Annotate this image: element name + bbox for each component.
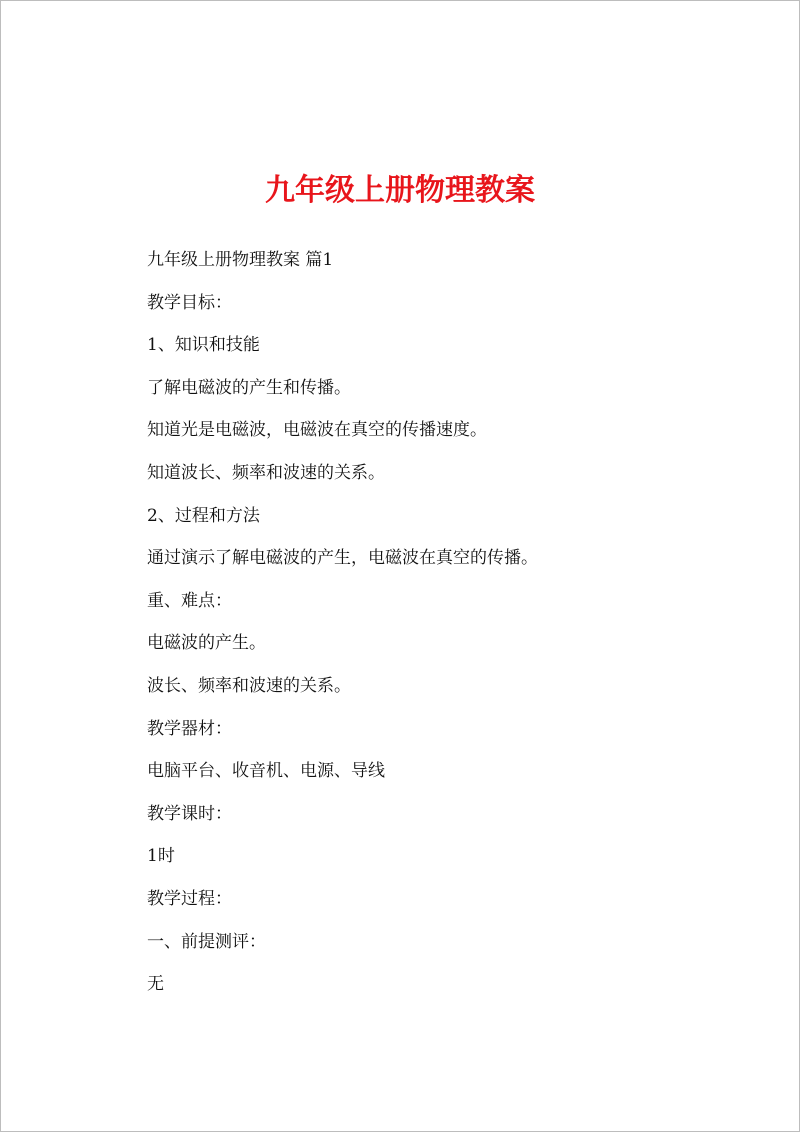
document-body bbox=[147, 241, 747, 1008]
subsection-process-methods: 2、过程和方法 bbox=[147, 505, 260, 526]
paragraph-line: 通过演示了解电磁波的产生，电磁波在真空的传播。 bbox=[147, 548, 538, 569]
paragraph-line: 1时 bbox=[147, 846, 175, 867]
lesson-plan-heading: 九年级上册物理教案 篇1 bbox=[147, 250, 334, 270]
section-teaching-objectives: 教学目标： bbox=[147, 292, 232, 313]
paragraph-line: 电磁波的产生。 bbox=[147, 633, 266, 654]
paragraph-line: 无 bbox=[147, 974, 164, 995]
paragraph-line: 知道光是电磁波，电磁波在真空的传播速度。 bbox=[147, 420, 487, 441]
section-key-difficult-points: 重、难点： bbox=[147, 590, 232, 611]
paragraph-line: 知道波长、频率和波速的关系。 bbox=[147, 462, 385, 483]
section-class-hours: 教学课时： bbox=[147, 803, 232, 824]
section-teaching-equipment: 教学器材： bbox=[147, 718, 232, 739]
subsection-pre-assessment: 一、前提测评： bbox=[147, 931, 266, 952]
paragraph-line: 波长、频率和波速的关系。 bbox=[147, 675, 351, 696]
subsection-knowledge-skills: 1、知识和技能 bbox=[147, 335, 260, 356]
section-teaching-process: 教学过程： bbox=[147, 888, 232, 909]
paragraph-line: 了解电磁波的产生和传播。 bbox=[147, 377, 351, 398]
paragraph-line: 电脑平台、收音机、电源、导线 bbox=[147, 761, 385, 782]
document-title: 九年级上册物理教案 bbox=[265, 173, 535, 208]
